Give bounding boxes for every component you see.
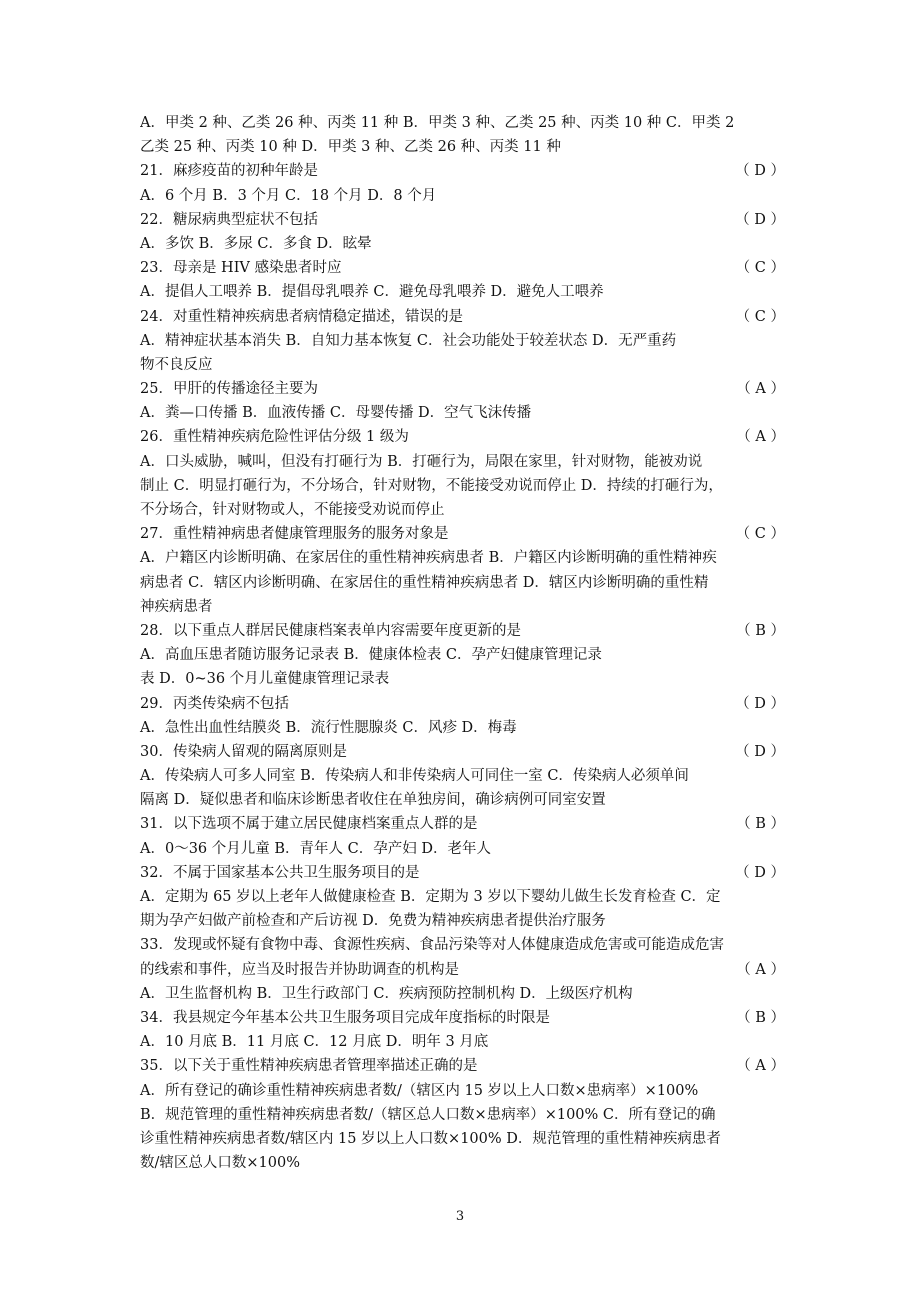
option-line: 制止 C．明显打砸行为，不分场合，针对财物，不能接受劝说而停止 D．持续的打砸行为， [140,477,723,494]
option-line: A．提倡人工喂养 B．提倡母乳喂养 C．避免母乳喂养 D．避免人工喂养 [140,284,604,301]
question-row [140,208,785,232]
option-line: 物不良反应 [140,356,213,373]
question-row [140,305,785,329]
option-line: 病患者 C．辖区内诊断明确、在家居住的重性精神疾病患者 D．辖区内诊断明确的重性精 [140,574,709,591]
answer-key: （ A ） [736,381,785,398]
answer-key: （ D ） [735,695,785,712]
question-text: 24．对重性精神疾病患者病情稳定描述，错误的是 [140,308,463,325]
page-number: 3 [455,1209,465,1224]
option-line: 期为孕产妇做产前检查和产后访视 D．免费为精神疾病患者提供治疗服务 [140,913,606,930]
option-line: 不分场合，针对财物或人，不能接受劝说而停止 [140,502,445,518]
question-row [140,377,785,401]
option-line: 神疾病患者 [140,598,213,615]
question-text: 23．母亲是 HIV 感染患者时应 [140,260,342,277]
question-text: 32．不属于国家基本公共卫生服务项目的是 [140,864,420,881]
option-line: A．6 个月 B．3 个月 C．18 个月 D．8 个月 [140,187,437,204]
answer-key: （ B ） [736,622,785,639]
question-text: 27．重性精神病患者健康管理服务的服务对象是 [140,526,449,543]
question-list [140,111,785,1175]
option-line: 数/辖区总人口数×100% [140,1155,300,1172]
question-text: 的线索和事件，应当及时报告并协助调查的机构是 [140,961,459,978]
question-text: 30．传染病人留观的隔离原则是 [140,743,347,760]
question-row [140,692,785,716]
question-text: 25．甲肝的传播途径主要为 [140,381,318,398]
intro-line: 乙类 25 种、丙类 10 种 D．甲类 3 种、乙类 26 种、丙类 11 种 [140,139,561,156]
option-line: B．规范管理的重性精神疾病患者数/（辖区总人口数×患病率）×100% C．所有登记的确 [140,1106,716,1123]
question-text: 28．以下重点人群居民健康档案表单内容需要年度更新的是 [140,622,521,639]
option-line: 隔离 D．疑似患者和临床诊断患者收住在单独房间，确诊病例可同室安置 [140,792,606,809]
question-text: 26．重性精神疾病危险性评估分级 1 级为 [140,429,409,446]
option-line: A．急性出血性结膜炎 B．流行性腮腺炎 C．风疹 D．梅毒 [140,719,517,736]
option-line: 诊重性精神疾病患者数/辖区内 15 岁以上人口数×100% D．规范管理的重性精神疾病患者 [140,1130,721,1147]
answer-key: （ B ） [736,816,785,833]
answer-key: （ A ） [736,429,785,446]
question-row [140,159,785,183]
question-text: 31．以下选项不属于建立居民健康档案重点人群的是 [140,816,478,833]
question-row [140,1054,785,1078]
option-line: 表 D．0~36 个月儿童健康管理记录表 [140,671,390,688]
answer-key: （ D ） [735,864,785,881]
option-line: A．多饮 B．多尿 C．多食 D．眩晕 [140,235,372,252]
question-row [140,740,785,764]
question-text: 21．麻疹疫苗的初种年龄是 [140,163,318,180]
question-text: 22．糖尿病典型症状不包括 [140,211,318,228]
question-row [140,861,785,885]
answer-key: （ B ） [736,1009,785,1026]
option-line: A．0～36 个月儿童 B．青年人 C．孕产妇 D．老年人 [140,840,491,857]
option-line: A．所有登记的确诊重性精神疾病患者数/（辖区内 15 岁以上人口数×患病率）×100% [140,1082,699,1099]
option-line: A．10 月底 B．11 月底 C．12 月底 D．明年 3 月底 [140,1034,489,1051]
option-line: A．户籍区内诊断明确、在家居住的重性精神疾病患者 B．户籍区内诊断明确的重性精神疾 [140,550,717,567]
question-text: 29．丙类传染病不包括 [140,695,289,712]
answer-key: （ C ） [735,526,785,543]
question-text: 33．发现或怀疑有食物中毒、食源性疾病、食品污染等对人体健康造成危害或可能造成危害 [140,937,724,954]
question-row [140,812,785,836]
question-text: 35．以下关于重性精神疾病患者管理率描述正确的是 [140,1058,478,1075]
answer-key: （ C ） [735,308,785,325]
question-row [140,933,785,957]
option-line: A．定期为 65 岁以上老年人做健康检查 B．定期为 3 岁以下婴幼儿做生长发育检查 C．定 [140,889,721,905]
answer-key: （ D ） [735,211,785,228]
answer-key: （ D ） [735,743,785,760]
question-row [140,425,785,449]
option-line: A．精神症状基本消失 B．自知力基本恢复 C．社会功能处于较差状态 D．无严重药 [140,332,677,349]
question-row [140,958,785,982]
option-line: A．高血压患者随访服务记录表 B．健康体检表 C．孕产妇健康管理记录 [140,647,602,664]
answer-key: （ A ） [736,1058,785,1075]
question-row [140,1006,785,1030]
option-line: A．卫生监督机构 B．卫生行政部门 C．疾病预防控制机构 D．上级医疗机构 [140,985,633,1002]
option-line: A．传染病人可多人同室 B．传染病人和非传染病人可同住一室 C．传染病人必须单间 [140,768,689,785]
answer-key: （ D ） [735,163,785,180]
question-row [140,619,785,643]
option-line: A．粪—口传播 B．血液传播 C．母婴传播 D．空气飞沫传播 [140,405,532,422]
answer-key: （ A ） [736,961,785,978]
question-row [140,256,785,280]
option-line: A．口头威胁，喊叫，但没有打砸行为 B．打砸行为，局限在家里，针对财物，能被劝说 [140,453,703,470]
question-row [140,522,785,546]
question-text: 34．我县规定今年基本公共卫生服务项目完成年度指标的时限是 [140,1009,550,1026]
answer-key: （ C ） [735,260,785,277]
intro-line: A．甲类 2 种、乙类 26 种、丙类 11 种 B．甲类 3 种、乙类 25 种、丙类 10 种 C．甲类 2 [140,115,735,131]
